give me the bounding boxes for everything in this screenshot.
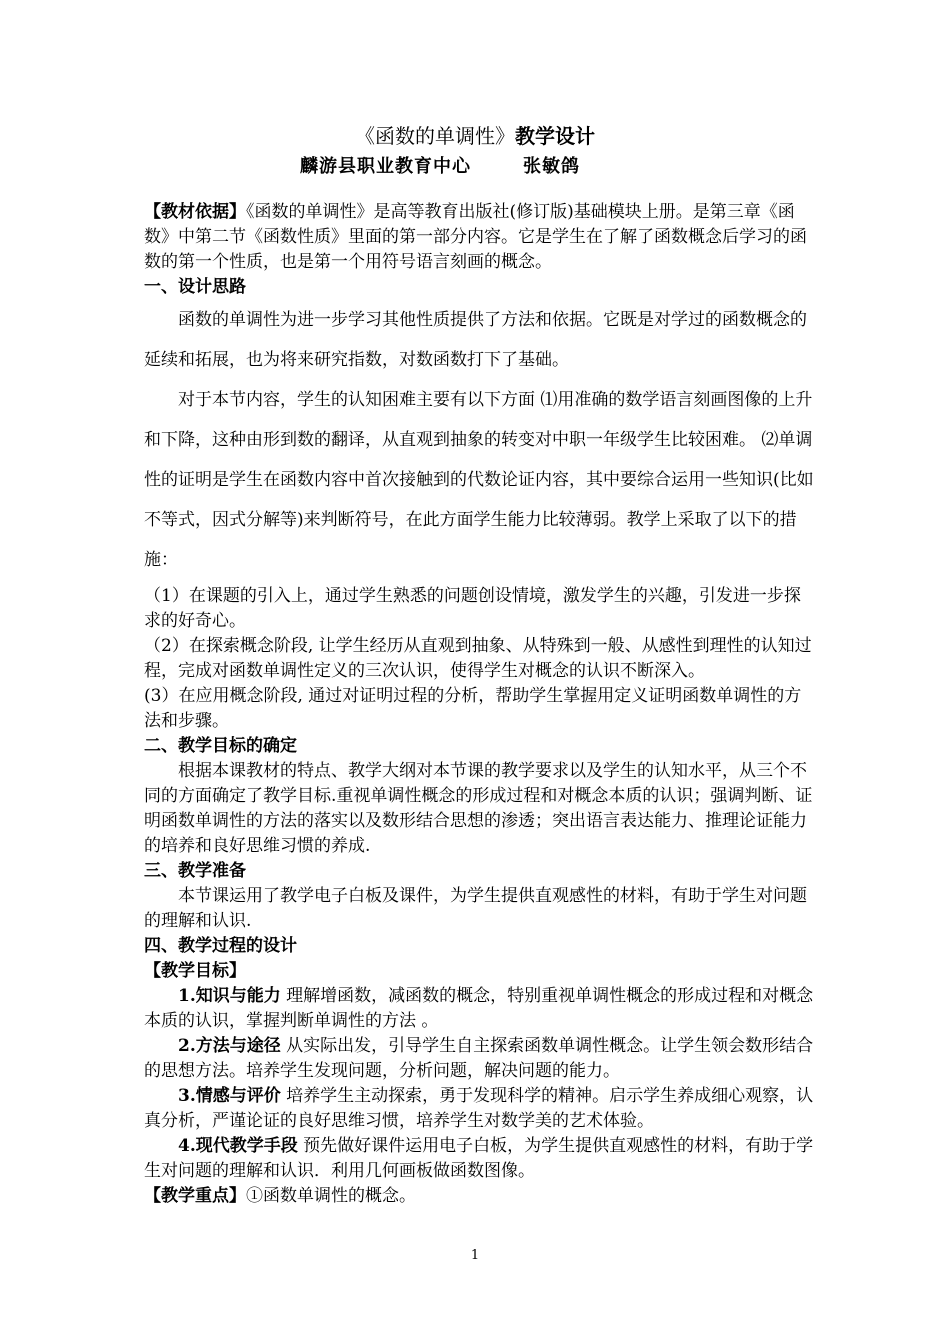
section-heading-goals: 二、教学目标的确定 xyxy=(144,736,297,756)
goal-item-4 xyxy=(144,1134,816,1184)
goal-item-3 xyxy=(144,1084,816,1134)
goal-item-1 xyxy=(144,984,816,1034)
measure-item-1: （1）在课题的引入上，通过学生熟悉的问题创设情境，激发学生的兴趣，引发进一步探求的好奇心。 xyxy=(144,586,801,631)
author-line xyxy=(300,152,580,178)
goal-3-text: 培养学生主动探索，勇于发现科学的精神。启示学生养成细心观察，认真分析，严谨论证的良好思维习惯，培养学生对数学美的艺术体验。 xyxy=(144,1086,814,1131)
design-paragraph-1: 函数的单调性为进一步学习其他性质提供了方法和依据。它既是对学过的函数概念的延续和拓展，也为将来研究指数，对数函数打下了基础。 xyxy=(144,310,807,370)
title-suffix: 教学设计 xyxy=(515,124,595,148)
document-body xyxy=(144,200,816,1209)
basis-label: 【教材依据】 xyxy=(144,202,246,222)
goal-1-text: 理解增函数，减函数的概念，特别重视单调性概念的形成过程和对概念本质的认识，掌握判断单调性的方法 。 xyxy=(144,986,814,1031)
key-point-text: ①函数单调性的概念。 xyxy=(246,1186,416,1206)
author-name: 张敏鸽 xyxy=(523,156,580,177)
key-point-paragraph xyxy=(144,1184,816,1209)
goal-1-label: 1.知识与能力 xyxy=(178,986,281,1006)
section-heading-design: 一、设计思路 xyxy=(144,277,246,297)
basis-paragraph xyxy=(144,200,816,275)
institution-name: 麟游县职业教育中心 xyxy=(300,156,471,177)
measure-item-3: (3）在应用概念阶段, 通过对证明过程的分析，帮助学生掌握用定义证明函数单调性的方法和步骤。 xyxy=(144,686,802,731)
goal-4-text: 预先做好课件运用电子白板，为学生提供直观感性的材料，有助于学生对问题的理解和认识．利用几何画板做函数图像。 xyxy=(144,1136,814,1181)
measure-item-2: （2）在探索概念阶段, 让学生经历从直观到抽象、从特殊到一般、从感性到理性的认知过程，完成对函数单调性定义的三次认识，使得学生对概念的认识不断深入。 xyxy=(144,636,812,681)
teaching-goals-label: 【教学目标】 xyxy=(144,961,246,981)
section-heading-process: 四、教学过程的设计 xyxy=(144,936,297,956)
page-number: 1 xyxy=(470,1248,480,1263)
design-paragraph-2: 对于本节内容，学生的认知困难主要有以下方面 ⑴用准确的数学语言刻画图像的上升和下降，这种由形到数的翻译，从直观到抽象的转变对中职一年级学生比较困难。 ⑵单调性的证明是学生在函数内容中首次接触到的代数论证内容，其中要综合运用一些知识(比如不等式，因式分解等)来判断符号，在此方面学生能力比较薄弱。教学上采取了以下的措施： xyxy=(144,390,814,570)
goals-paragraph: 根据本课教材的特点、教学大纲对本节课的教学要求以及学生的认知水平，从三个不同的方面确定了教学目标.重视单调性概念的形成过程和对概念本质的认识；强调判断、证明函数单调性的方法的落实以及数形结合思想的渗透；突出语言表达能力、推理论证能力的培养和良好思维习惯的养成. xyxy=(144,761,813,856)
document-title xyxy=(0,120,950,149)
title-book-name: 《函数的单调性》 xyxy=(355,124,515,148)
section-heading-preparation: 三、教学准备 xyxy=(144,861,246,881)
key-point-label: 【教学重点】 xyxy=(144,1186,246,1206)
preparation-paragraph: 本节课运用了教学电子白板及课件，为学生提供直观感性的材料，有助于学生对问题的理解和认识. xyxy=(144,886,807,931)
goal-item-2 xyxy=(144,1034,816,1084)
goal-3-label: 3.情感与评价 xyxy=(178,1086,281,1106)
basis-text: 《函数的单调性》是高等教育出版社(修订版)基础模块上册。是第三章《函数》中第二节《函数性质》里面的第一部分内容。它是学生在了解了函数概念后学习的函数的第一个性质，也是第一个用符号语言刻画的概念。 xyxy=(144,202,807,272)
goal-4-label: 4.现代教学手段 xyxy=(178,1136,298,1156)
goal-2-text: 从实际出发，引导学生自主探索函数单调性概念。让学生领会数形结合的思想方法。培养学生发现问题，分析问题，解决问题的能力。 xyxy=(144,1036,814,1081)
goal-2-label: 2.方法与途径 xyxy=(178,1036,281,1056)
